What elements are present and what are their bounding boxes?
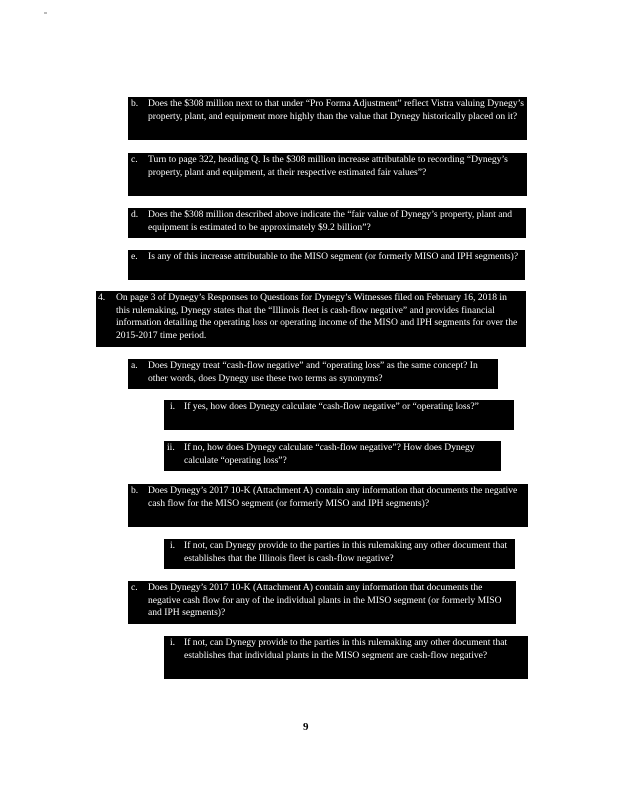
item-marker: i. xyxy=(170,540,176,551)
question-3e xyxy=(128,250,525,280)
item-marker: b. xyxy=(131,485,139,496)
item-text: Turn to page 322, heading Q. Is the $308 million increase attributable to recording “Dynegy’s property, plant and equipment, at their respective estimated fair values”? xyxy=(148,154,508,178)
item-text: If not, can Dynegy provide to the parties in this rulemaking any other document that establishes that the Illinois fleet is cash-flow negative? xyxy=(184,540,508,564)
item-text: Does Dynegy treat “cash-flow negative” and “operating loss” as the same concept? In other words, does Dynegy use these two terms as synonyms? xyxy=(148,360,478,384)
question-3b xyxy=(128,97,527,140)
item-marker: i. xyxy=(170,637,176,648)
item-marker: c. xyxy=(131,154,138,165)
item-text: If not, can Dynegy provide to the parties in this rulemaking any other document that establishes that individual plants in the MISO segment are cash-flow negative? xyxy=(184,637,508,661)
item-text: Does Dynegy’s 2017 10-K (Attachment A) contain any information that documents the negative cash flow for any of the individual plants in the MISO segment (or formerly MISO and IPH segments)? xyxy=(148,582,502,619)
question-4 xyxy=(96,291,526,347)
item-text: On page 3 of Dynegy’s Responses to Questions for Dynegy’s Witnesses filed on February 16, 2018 in this rulemaking, Dynegy states that the “Illinois fleet is cash-flow negative” and provides financial information detailing the operating loss or operating income of the MISO and IPH segments for over the 2015-2017 time period. xyxy=(116,292,518,341)
item-marker: d. xyxy=(131,209,139,220)
item-text: If yes, how does Dynegy calculate “cash-flow negative” or “operating loss?” xyxy=(184,401,479,412)
question-4a xyxy=(128,359,498,389)
item-text: Does the $308 million next to that under “Pro Forma Adjustment” reflect Vistra valuing Dynegy’s property, plant, and equipment more highly than the value that Dynegy historically placed on it? xyxy=(148,98,525,122)
question-3c xyxy=(128,153,527,196)
item-text: Is any of this increase attributable to the MISO segment (or formerly MISO and IPH segments)? xyxy=(148,251,519,262)
item-marker: i. xyxy=(170,401,176,412)
scan-speck xyxy=(44,12,47,14)
item-marker: 4. xyxy=(98,292,106,303)
question-3d xyxy=(128,208,526,238)
item-marker: c. xyxy=(131,582,138,593)
question-4c-i xyxy=(164,636,528,679)
item-text: Does Dynegy’s 2017 10-K (Attachment A) contain any information that documents the negative cash flow for the MISO segment (or formerly MISO and IPH segments)? xyxy=(148,485,518,509)
question-4c xyxy=(128,581,516,624)
item-marker: a. xyxy=(131,360,138,371)
question-4b xyxy=(128,484,528,527)
question-4b-i xyxy=(164,539,515,569)
item-marker: b. xyxy=(131,98,139,109)
item-text: If no, how does Dynegy calculate “cash-flow negative”? How does Dynegy calculate “operating loss”? xyxy=(184,442,475,466)
item-marker: e. xyxy=(131,251,138,262)
question-4a-ii xyxy=(164,441,501,471)
item-text: Does the $308 million described above indicate the “fair value of Dynegy’s property, plant and equipment is estimated to be approximately $9.2 billion”? xyxy=(148,209,513,233)
page-number: 9 xyxy=(303,721,309,733)
item-marker: ii. xyxy=(167,442,175,453)
question-4a-i xyxy=(164,400,514,430)
